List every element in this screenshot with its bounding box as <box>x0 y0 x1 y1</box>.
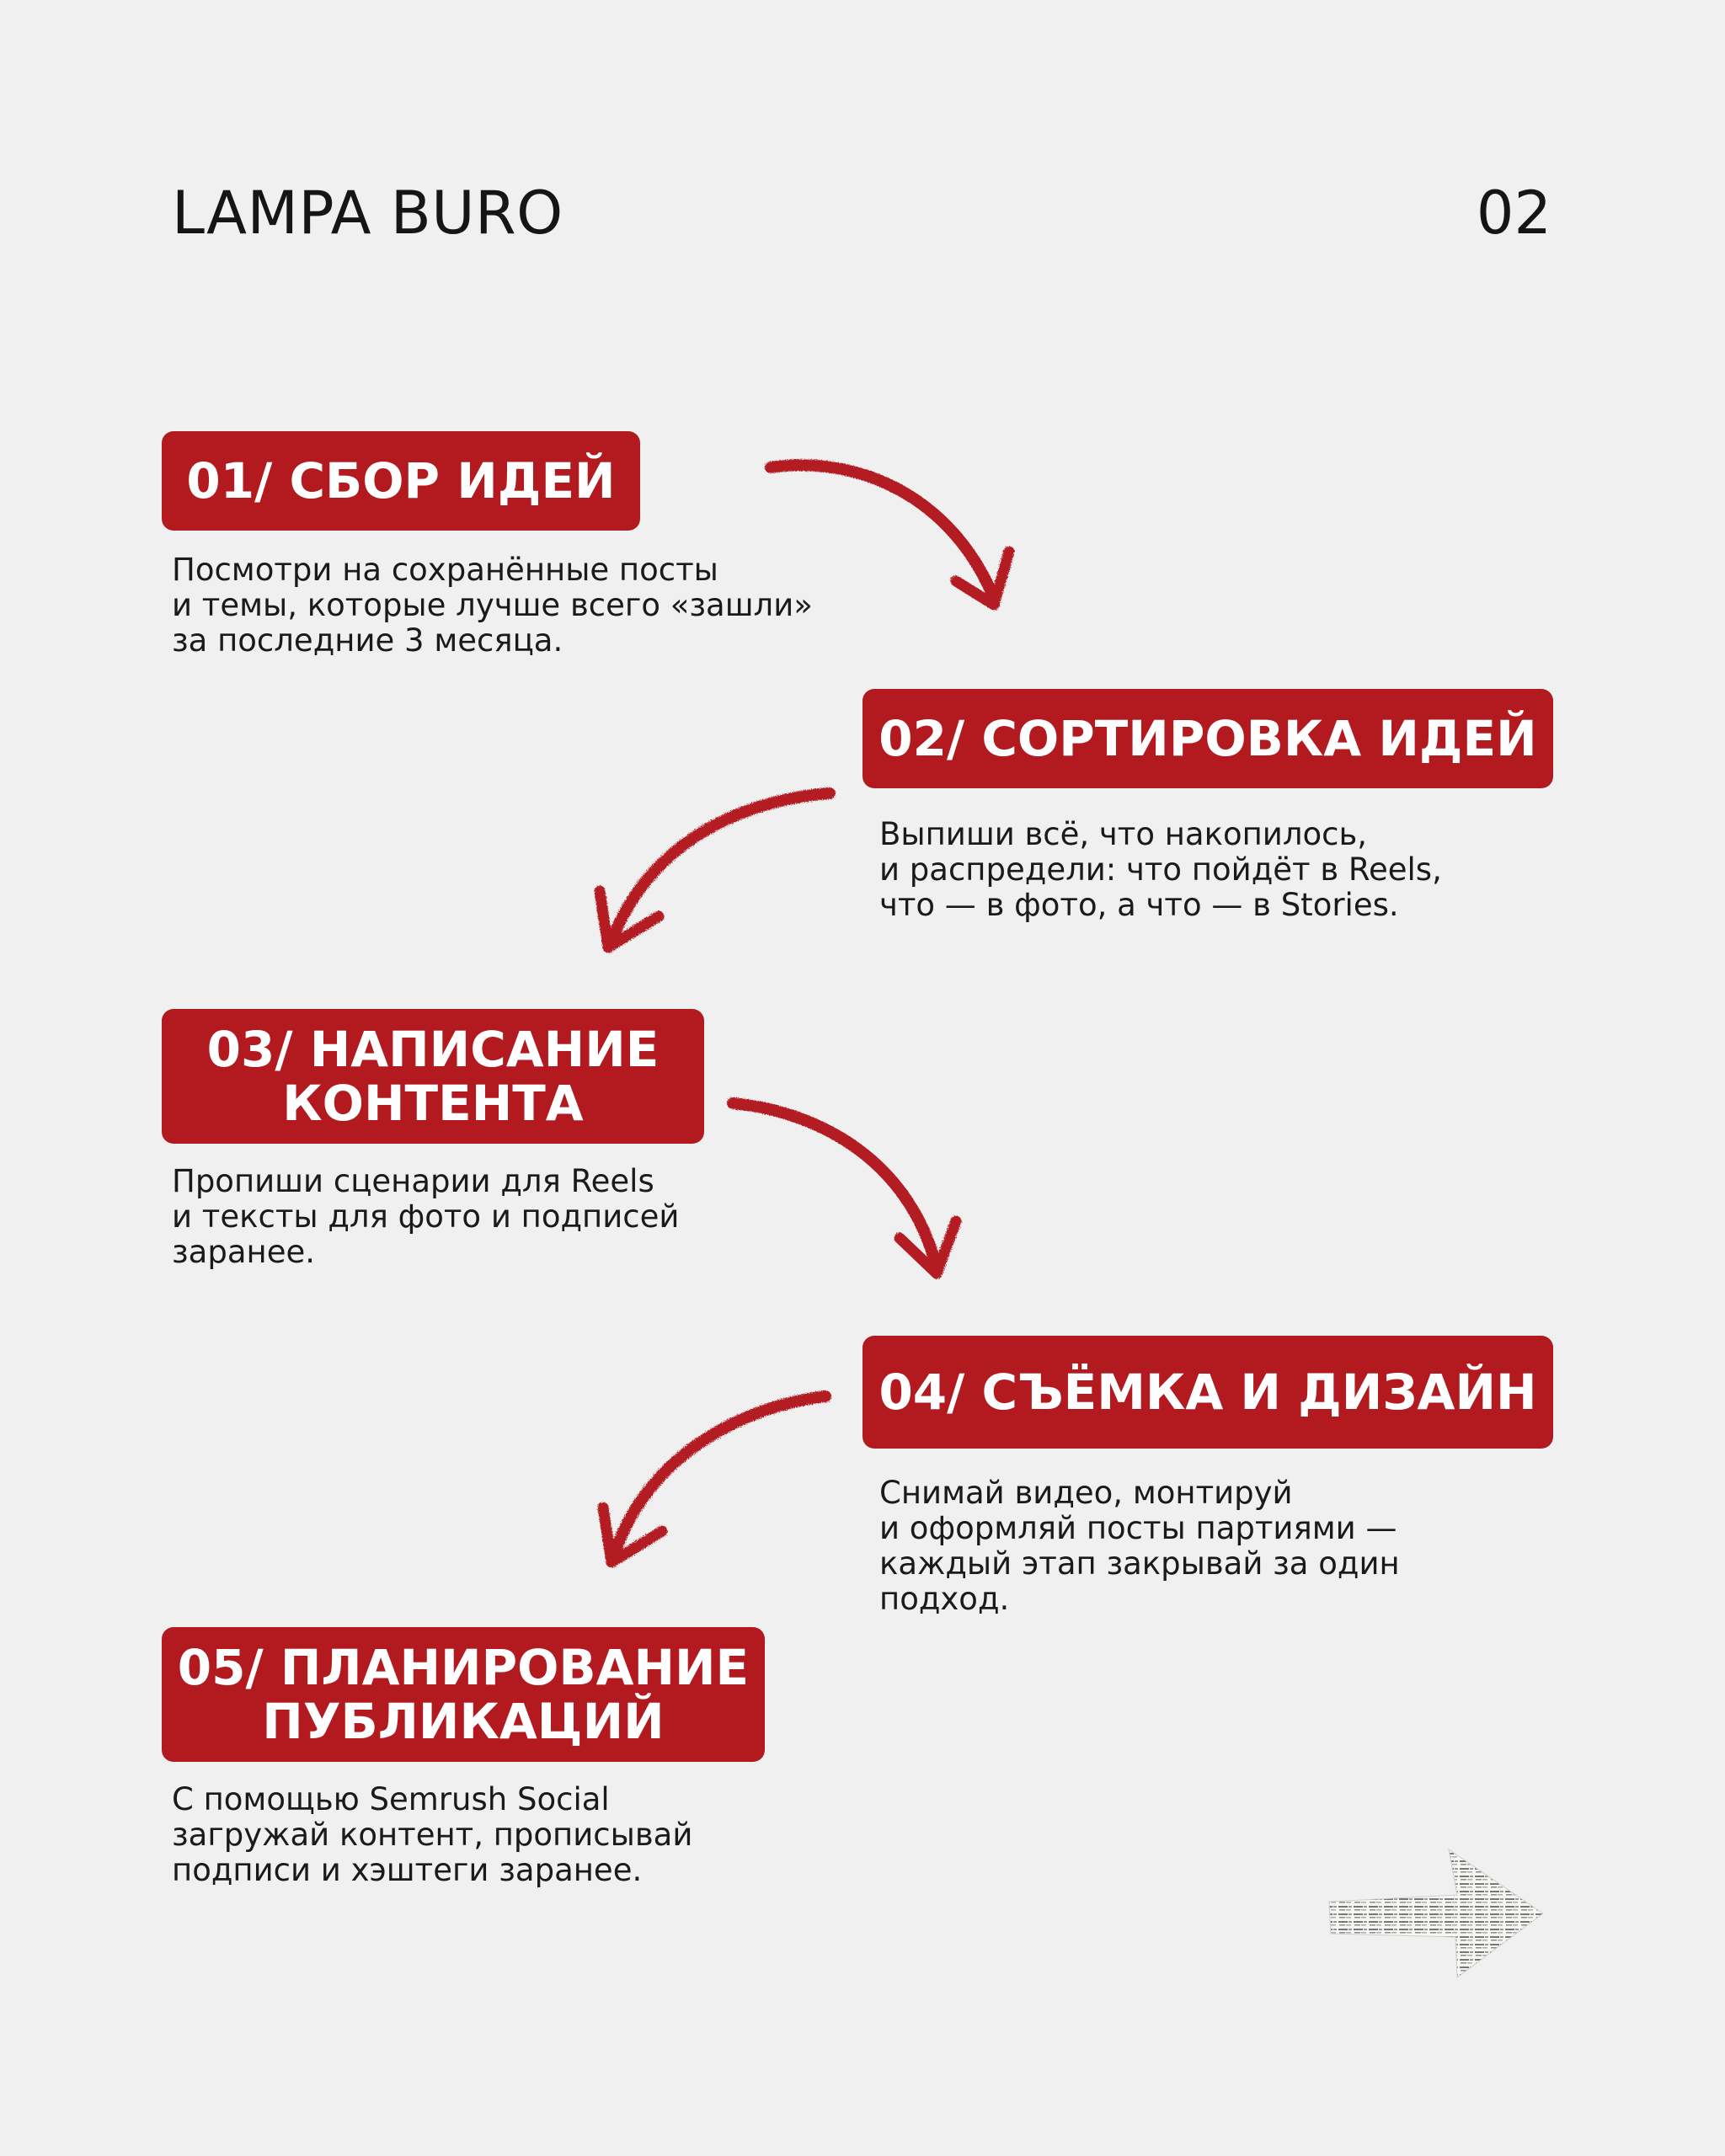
curved-arrow-icon <box>733 1103 956 1273</box>
step-4-description-line: и оформляй посты партиями — <box>879 1510 1397 1546</box>
step-5-description-line: загружай контент, прописывай <box>172 1817 693 1853</box>
brand-title: LAMPA BURO <box>172 179 563 248</box>
step-2-title-line: 02/ СОРТИРОВКА ИДЕЙ <box>879 710 1537 767</box>
step-1-description-line: и темы, которые лучше всего «зашли» <box>172 587 813 623</box>
step-3-title-line: 03/ НАПИСАНИЕ <box>206 1021 660 1078</box>
step-3-description-line: и тексты для фото и подписей <box>172 1198 680 1235</box>
newspaper-arrow-right-icon[interactable] <box>1322 1836 1550 1988</box>
curved-arrow-icon <box>771 465 1009 605</box>
step-1-description-line: Посмотри на сохранённые посты <box>172 552 718 588</box>
step-4-description-line: подход. <box>879 1581 1010 1617</box>
page-number: 02 <box>1476 179 1551 248</box>
curved-arrow-icon <box>603 1396 825 1562</box>
step-4-title-line: 04/ СЪЁМКА И ДИЗАЙН <box>879 1364 1537 1421</box>
step-4-description-line: каждый этап закрывай за один <box>879 1545 1400 1582</box>
step-2-description-line: Выпиши всё, что накопилось, <box>879 816 1368 852</box>
step-5-description-line: С помощью Semrush Social <box>172 1781 610 1817</box>
step-1-description-line: за последние 3 месяца. <box>172 622 563 659</box>
step-3-title-line: КОНТЕНТА <box>282 1075 584 1132</box>
step-1-title-line: 01/ СБОР ИДЕЙ <box>186 452 616 510</box>
curved-arrow-icon <box>600 793 830 947</box>
step-2-description-line: что — в фото, а что — в Stories. <box>879 887 1399 923</box>
step-4-description-line: Снимай видео, монтируй <box>879 1475 1293 1511</box>
step-5-description-line: подписи и хэштеги заранее. <box>172 1852 643 1888</box>
step-5-title-line: ПУБЛИКАЦИЙ <box>262 1693 665 1750</box>
step-3-description-line: Пропиши сценарии для Reels <box>172 1163 654 1199</box>
step-5-title-line: 05/ ПЛАНИРОВАНИЕ <box>177 1639 750 1696</box>
step-2-description-line: и распредели: что пойдёт в Reels, <box>879 851 1442 888</box>
step-3-description-line: заранее. <box>172 1234 315 1270</box>
